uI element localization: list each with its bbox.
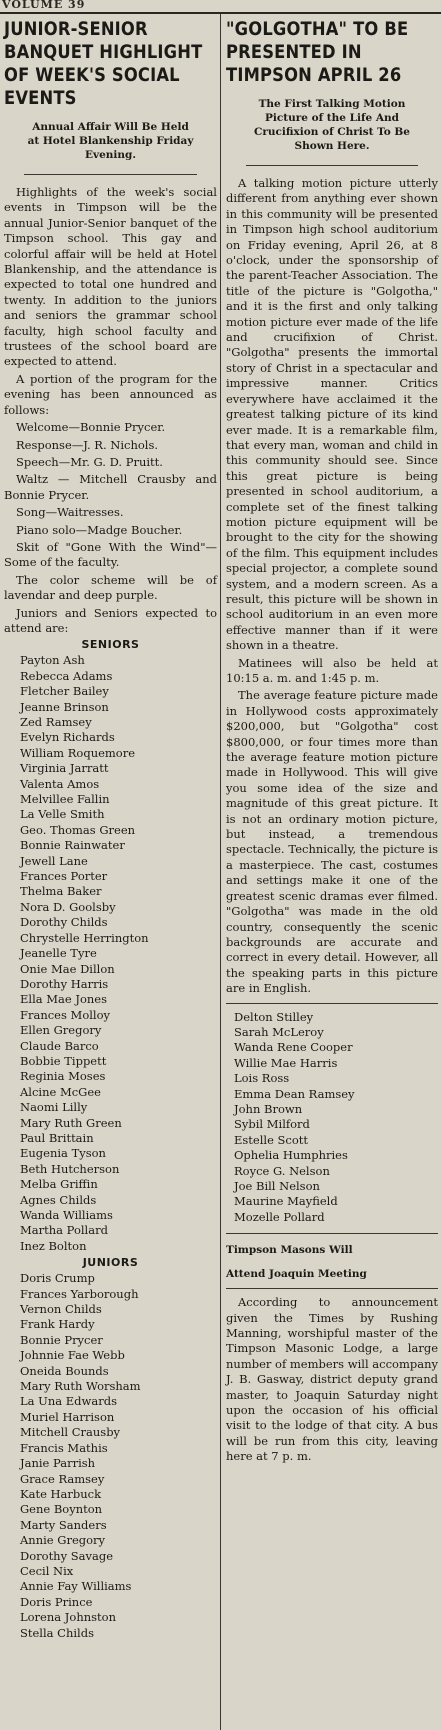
name-entry: Mary Ruth Green — [20, 1115, 122, 1130]
banquet-paragraph-4: Juniors and Seniors expected to attend are: — [4, 605, 217, 635]
name-entry: John Brown — [234, 1101, 303, 1116]
banquet-deck: Annual Affair Will Be Held at Hotel Blankenship Friday Evening. — [27, 121, 194, 161]
name-entry: Sybil Milford — [234, 1117, 310, 1132]
name-entry: Ellen Gregory — [20, 1023, 102, 1038]
name-entry: Muriel Harrison — [20, 1409, 115, 1424]
golgotha-headline: "GOLGOTHA" TO BE PRESENTED IN TIMPSON APRIL 26 — [226, 18, 409, 86]
name-entry: Johnnie Fae Webb — [20, 1348, 125, 1363]
name-entry: La Velle Smith — [20, 807, 105, 822]
name-entry: Maurine Mayfield — [234, 1194, 338, 1209]
name-entry: Valenta Amos — [20, 776, 100, 791]
golgotha-paragraph-1: A talking motion picture utterly different from anything ever shown in this community will be presented in Timpson high school auditorium on Friday evening, April 26, at 8 o'clock, under the sponsorship of the parent-Teacher Association. The title of the picture is "Golgotha," and it is the first and only talking motion picture ever made of the life and crucifixion of Christ. "Golgotha" presents the immortal story of Christ in a spectacular and impressive manner. Critics everywhere have acclaimed it the greatest talking picture of its kind ever made. It is a remarkable film, that every man, woman and child in this community should see. Since this great picture is being presented in school auditorium, a complete set of the finest talking motion picture equipment will be brought to the city for the showing of the film. This equipment includes special projector, a complete sound system, and a modern screen. As a result, this picture will be shown in school auditorium in an even more effective manner than if it were shown in a theatre. — [226, 176, 438, 653]
left-column — [4, 18, 217, 1641]
name-entry: Annie Gregory — [20, 1533, 106, 1548]
program-item: Waltz — Mitchell Crausby and Bonnie Prycer. — [4, 472, 217, 502]
juniors-heading: JUNIORS — [82, 1256, 139, 1270]
name-entry: Alcine McGee — [20, 1084, 101, 1099]
column-rule — [220, 14, 221, 1730]
volume-label: VOLUME 39 — [2, 0, 86, 10]
name-entry: Nora D. Goolsby — [20, 899, 116, 914]
name-entry: Zed Ramsey — [20, 715, 92, 729]
name-entry: Jeanne Brinson — [20, 699, 109, 714]
name-entry: La Una Edwards — [20, 1394, 117, 1409]
name-entry: Martha Pollard — [20, 1223, 108, 1238]
name-entry: Mitchell Crausby — [20, 1425, 121, 1440]
name-entry: Bonnie Rainwater — [20, 838, 125, 853]
banquet-paragraph-1: Highlights of the week's social events in Timpson will be the annual Junior-Senior banquet of the Timpson school. This gay and colorful affair will be held at Hotel Blankenship, and the attendance is expected to total one hundred and twenty. In addition to the juniors and seniors the grammar school faculty, high school faculty and trustees of the school board are expected to attend. — [4, 185, 217, 369]
program-item: Skit of "Gone With the Wind"—Some of the faculty. — [4, 539, 217, 570]
name-entry: Sarah McLeroy — [234, 1024, 324, 1039]
masons-headline-2: Attend Joaquin Meeting — [226, 1268, 367, 1281]
program-item: Welcome—Bonnie Prycer. — [16, 420, 166, 435]
name-entry: Virginia Jarratt — [20, 761, 109, 776]
masons-headline-1: Timpson Masons Will — [226, 1244, 353, 1257]
seniors-list — [20, 653, 217, 1254]
seniors-heading: SENIORS — [81, 638, 140, 652]
masons-paragraph: According to announcement given the Times by Rushing Manning, worshipful master of the Timpson Masonic Lodge, a large number of members will accompany J. B. Gasway, district deputy grand master, to Joaquin Saturday night upon the occasion of his official visit to the lodge of that city. A bus will be run from this city, leaving here at 7 p. m. — [226, 1295, 438, 1464]
name-entry: Melba Griffin — [20, 1177, 98, 1192]
name-entry: Grace Ramsey — [20, 1471, 105, 1486]
name-entry: Lorena Johnston — [20, 1610, 116, 1625]
banquet-paragraph-2: A portion of the program for the evening has been announced as follows: — [4, 371, 217, 417]
name-entry: Claude Barco — [20, 1038, 99, 1053]
name-entry: Marty Sanders — [20, 1517, 107, 1532]
program-item: Piano solo—Madge Boucher. — [16, 522, 183, 537]
name-entry: Wanda Rene Cooper — [234, 1040, 353, 1055]
name-entry: Oneida Bounds — [20, 1363, 109, 1378]
name-entry: Willie Mae Harris — [234, 1055, 338, 1070]
name-entry: Ella Mae Jones — [20, 992, 108, 1007]
name-entry: Jewell Lane — [20, 853, 88, 868]
name-entry: Melvillee Fallin — [20, 792, 110, 807]
name-entry: Inez Bolton — [20, 1238, 87, 1253]
name-entry: Doris Crump — [20, 1271, 95, 1286]
name-entry: Thelma Baker — [20, 884, 102, 899]
name-entry: Dorothy Childs — [20, 915, 108, 930]
name-entry: Frances Porter — [20, 869, 108, 884]
name-entry: Mary Ruth Worsham — [20, 1379, 141, 1394]
name-entry: Vernon Childs — [20, 1302, 102, 1317]
name-entry: Bobbie Tippett — [20, 1053, 107, 1068]
name-entry: Joe Bill Nelson — [234, 1179, 320, 1193]
name-entry: Paul Brittain — [20, 1130, 94, 1145]
banquet-headline: JUNIOR-SENIOR BANQUET HIGHLIGHT OF WEEK'S SOCIAL EVENTS — [4, 18, 203, 109]
name-entry: Onie Mae Dillon — [20, 961, 115, 976]
name-entry: Janie Parrish — [20, 1456, 96, 1471]
name-entry: Emma Dean Ramsey — [234, 1086, 355, 1101]
name-entry: Payton Ash — [20, 653, 85, 668]
name-entry: Agnes Childs — [20, 1192, 97, 1207]
name-entry: Geo. Thomas Green — [20, 822, 136, 837]
juniors-list — [20, 1271, 217, 1641]
name-entry: Doris Prince — [20, 1594, 93, 1609]
program-item: Song—Waitresses. — [16, 505, 124, 520]
name-entry: William Roquemore — [20, 745, 136, 760]
program-item: Response—J. R. Nichols. — [16, 437, 159, 452]
name-entry: Jeanelle Tyre — [20, 946, 97, 961]
name-entry: Dorothy Harris — [20, 976, 109, 991]
golgotha-paragraph-3: The average feature picture made in Hollywood costs approximately $200,000, but "Golgotha" cost $800,000, or four times more than the average feature motion picture made in Hollywood. This will give you some idea of the size and magnitude of this great picture. It is not an ordinary motion picture, but instead, a tremendous spectacle. Technically, the picture is a masterpiece. The cast, costumes and settings make it one of the greatest scenic dramas ever filmed. "Golgotha" was made in the old country, consequently the scenic backgrounds are accurate and correct in every detail. However, all the speaking parts in this picture are in English. — [226, 688, 438, 996]
name-entry: Bonnie Prycer — [20, 1332, 103, 1347]
name-entry: Chrystelle Herrington — [20, 930, 149, 945]
name-entry: Mozelle Pollard — [234, 1209, 325, 1224]
program-item: Speech—Mr. G. D. Pruitt. — [16, 454, 163, 469]
name-entry: Estelle Scott — [234, 1132, 309, 1147]
right-column — [226, 18, 438, 1467]
name-entry: Frank Hardy — [20, 1317, 95, 1332]
name-entry: Eugenia Tyson — [20, 1146, 106, 1161]
name-entry: Frances Yarborough — [20, 1286, 139, 1301]
name-entry: Naomi Lilly — [20, 1100, 88, 1115]
name-entry: Beth Hutcherson — [20, 1161, 120, 1176]
name-entry: Gene Boynton — [20, 1502, 103, 1517]
name-entry: Cecil Nix — [20, 1563, 74, 1578]
name-entry: Reginia Moses — [20, 1069, 106, 1084]
golgotha-deck: The First Talking Motion Picture of the Life And Crucifixion of Christ To Be Shown Here. — [253, 98, 410, 152]
names-rule — [226, 1003, 438, 1004]
name-entry: Evelyn Richards — [20, 730, 115, 745]
name-entry: Ophelia Humphries — [234, 1148, 348, 1163]
masons-rule — [226, 1233, 438, 1234]
name-entry: Dorothy Savage — [20, 1548, 113, 1563]
name-entry: Royce G. Nelson — [234, 1163, 330, 1178]
name-entry: Francis Mathis — [20, 1440, 108, 1455]
masons-deck-rule — [226, 1288, 438, 1289]
deck-separator — [246, 165, 418, 166]
name-entry: Wanda Williams — [20, 1208, 113, 1222]
name-entry: Fletcher Bailey — [20, 684, 109, 699]
continued-names-list — [234, 1010, 438, 1226]
name-entry: Kate Harbuck — [20, 1486, 102, 1501]
name-entry: Rebecca Adams — [20, 668, 113, 683]
name-entry: Stella Childs — [20, 1625, 94, 1640]
name-entry: Lois Ross — [234, 1071, 290, 1086]
program-list — [4, 420, 217, 571]
banquet-paragraph-3: The color scheme will be of lavendar and deep purple. — [4, 572, 217, 603]
name-entry: Frances Molloy — [20, 1007, 111, 1022]
name-entry: Annie Fay Williams — [20, 1579, 132, 1594]
golgotha-paragraph-2: Matinees will also be held at 10:15 a. m. and 1:45 p. m. — [226, 655, 438, 685]
name-entry: Delton Stilley — [234, 1009, 314, 1024]
deck-separator — [24, 174, 197, 175]
